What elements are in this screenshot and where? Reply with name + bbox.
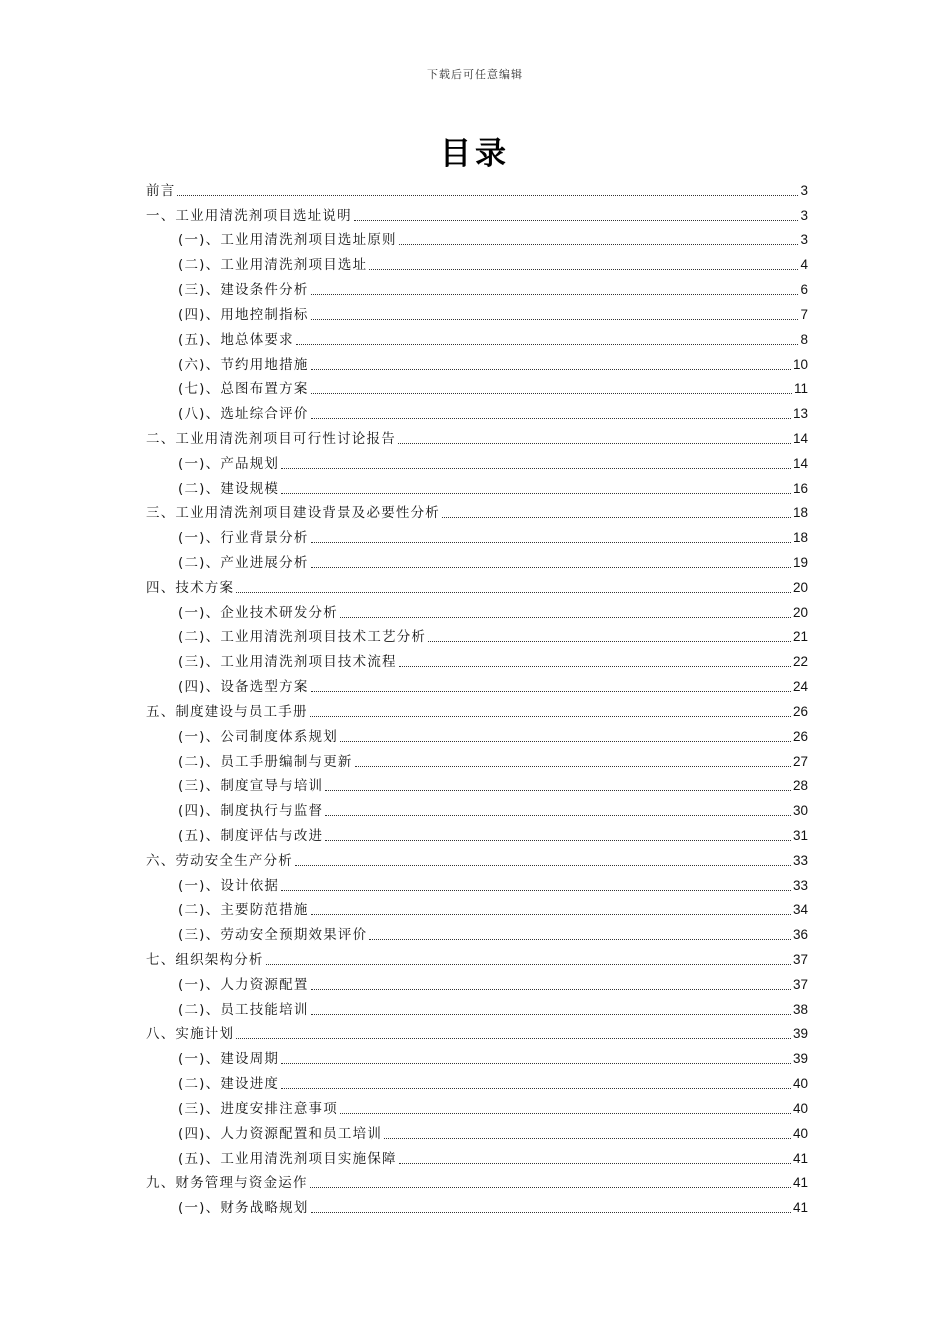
toc-entry-page-number: 27 (792, 753, 808, 769)
toc-entry-label: (一)、人力资源配置 (178, 976, 309, 993)
toc-entry-page-number: 33 (792, 852, 808, 868)
toc-entry-page-number: 20 (792, 579, 808, 595)
toc-entry-label: (二)、建设进度 (178, 1076, 280, 1093)
toc-dot-leader (311, 542, 791, 543)
toc-entry-page-number: 20 (792, 604, 808, 620)
toc-entry[interactable] (146, 746, 808, 771)
toc-entry-page-number: 4 (800, 257, 808, 273)
toc-entry-page-number: 37 (792, 952, 808, 967)
toc-entry[interactable] (146, 349, 808, 374)
toc-entry-page-number: 3 (800, 182, 808, 198)
toc-dot-leader (281, 493, 791, 494)
toc-entry[interactable] (146, 498, 808, 523)
toc-entry[interactable] (146, 249, 808, 274)
toc-entry-page-number: 40 (792, 1076, 808, 1092)
toc-entry[interactable] (146, 572, 808, 597)
toc-entry-page-number: 6 (800, 282, 808, 298)
toc-entry-page-number: 22 (792, 654, 808, 670)
toc-dot-leader (311, 319, 799, 320)
toc-entry-page-number: 41 (792, 1200, 808, 1216)
toc-entry-label: (一)、产品规划 (178, 455, 280, 472)
toc-entry-label: (三)、建设条件分析 (178, 282, 309, 299)
toc-entry[interactable] (146, 1068, 808, 1093)
toc-entry-label: (三)、进度安排注意事项 (178, 1100, 338, 1117)
toc-dot-leader (311, 691, 791, 692)
toc-entry-page-number: 28 (792, 778, 808, 794)
toc-entry-label: (二)、员工技能培训 (178, 1001, 309, 1018)
page-header: 下载后可任意编辑 (427, 68, 523, 81)
toc-entry[interactable] (146, 1168, 808, 1193)
toc-entry-page-number: 40 (792, 1100, 808, 1116)
toc-entry-label: 五、制度建设与员工手册 (146, 703, 308, 720)
toc-entry[interactable] (146, 795, 808, 820)
toc-dot-leader (281, 1063, 791, 1064)
toc-entry-label: (二)、工业用清洗剂项目技术工艺分析 (178, 629, 427, 646)
toc-entry-page-number: 37 (792, 976, 808, 992)
toc-entry[interactable] (146, 622, 808, 647)
toc-entry-label: 九、财务管理与资金运作 (146, 1175, 308, 1192)
toc-entry-page-number: 18 (792, 505, 808, 521)
toc-dot-leader (369, 269, 798, 270)
toc-title: 目录 (440, 136, 510, 172)
toc-entry-label: (一)、财务战略规划 (178, 1200, 309, 1217)
toc-entry[interactable] (146, 324, 808, 349)
toc-dot-leader (311, 369, 791, 370)
toc-entry-label: (二)、员工手册编制与更新 (178, 753, 353, 770)
toc-entry-page-number: 16 (792, 480, 808, 496)
toc-entry-label: 八、实施计划 (146, 1026, 235, 1043)
toc-entry-label: 四、技术方案 (146, 579, 235, 596)
toc-entry-label: (一)、工业用清洗剂项目选址原则 (178, 232, 397, 249)
toc-entry-page-number: 21 (792, 629, 808, 645)
toc-dot-leader (281, 468, 791, 469)
toc-entry-page-number: 18 (792, 530, 808, 546)
toc-dot-leader (310, 716, 791, 717)
toc-entry-page-number: 39 (792, 1051, 808, 1067)
toc-entry-label: (四)、制度执行与监督 (178, 803, 324, 820)
toc-entry-page-number: 26 (792, 728, 808, 744)
toc-entry[interactable] (146, 895, 808, 920)
toc-entry[interactable] (146, 1043, 808, 1068)
toc-entry[interactable] (146, 696, 808, 721)
toc-dot-leader (399, 1163, 791, 1164)
toc-entry-label: (一)、行业背景分析 (178, 530, 309, 547)
toc-dot-leader (340, 1113, 791, 1114)
toc-entry-page-number: 39 (792, 1026, 808, 1042)
toc-entry[interactable] (146, 820, 808, 845)
toc-entry[interactable] (146, 274, 808, 299)
toc-entry-label: (五)、地总体要求 (178, 331, 294, 348)
toc-entry[interactable] (146, 771, 808, 796)
toc-dot-leader (340, 741, 791, 742)
toc-entry[interactable] (146, 200, 808, 225)
toc-entry-page-number: 41 (792, 1175, 808, 1191)
toc-entry-page-number: 31 (792, 827, 808, 843)
toc-entry[interactable] (146, 969, 808, 994)
toc-entry[interactable] (146, 374, 808, 399)
toc-entry-page-number: 14 (792, 430, 808, 446)
toc-dot-leader (369, 939, 791, 940)
toc-dot-leader (311, 567, 791, 568)
toc-dot-leader (296, 344, 799, 345)
toc-entry[interactable] (146, 473, 808, 498)
toc-entry-label: (二)、产业进展分析 (178, 555, 309, 571)
toc-entry-page-number: 26 (792, 703, 808, 719)
toc-entry-page-number: 11 (793, 381, 808, 397)
toc-entry[interactable] (146, 994, 808, 1019)
toc-entry-label: 六、劳动安全生产分析 (146, 852, 293, 869)
toc-entry[interactable] (146, 175, 808, 200)
toc-dot-leader (384, 1138, 791, 1139)
toc-dot-leader (236, 592, 791, 593)
toc-entry[interactable] (146, 721, 808, 746)
toc-entry[interactable] (146, 671, 808, 696)
toc-entry[interactable] (146, 448, 808, 473)
toc-entry-page-number: 3 (800, 207, 808, 223)
toc-entry-label: (三)、劳动安全预期效果评价 (178, 927, 368, 944)
toc-entry[interactable] (146, 597, 808, 622)
toc-entry-label: 七、组织架构分析 (146, 952, 264, 968)
toc-entry-label: (二)、工业用清洗剂项目选址 (178, 257, 368, 274)
toc-entry-label: (四)、用地控制指标 (178, 306, 309, 323)
toc-entry[interactable] (146, 845, 808, 870)
toc-entry-label: (五)、制度评估与改进 (178, 827, 324, 844)
toc-dot-leader (311, 393, 792, 394)
toc-entry-page-number: 40 (792, 1125, 808, 1141)
toc-entry-page-number: 38 (792, 1001, 808, 1017)
toc-dot-leader (311, 418, 791, 419)
toc-entry-label: (一)、设计依据 (178, 877, 280, 894)
toc-dot-leader (311, 294, 799, 295)
toc-dot-leader (325, 840, 791, 841)
toc-dot-leader (310, 1187, 791, 1188)
toc-dot-leader (311, 989, 791, 990)
toc-entry[interactable] (146, 398, 808, 423)
toc-dot-leader (399, 666, 791, 667)
toc-entry[interactable] (146, 547, 808, 572)
toc-dot-leader (399, 244, 799, 245)
toc-entry-label: (八)、选址综合评价 (178, 406, 309, 423)
toc-entry[interactable] (146, 299, 808, 324)
toc-dot-leader (266, 964, 791, 965)
toc-dot-leader (442, 517, 791, 518)
toc-entry-page-number: 36 (792, 927, 808, 943)
toc-entry[interactable] (146, 1019, 808, 1044)
toc-entry[interactable] (146, 225, 808, 250)
toc-entry-label: (六)、节约用地措施 (178, 356, 309, 373)
toc-entry-page-number: 7 (800, 306, 808, 322)
toc-entry-label: (三)、制度宣导与培训 (178, 778, 324, 795)
toc-dot-leader (311, 1212, 791, 1213)
toc-entry-page-number: 24 (792, 679, 808, 695)
toc-entry-page-number: 41 (792, 1150, 808, 1166)
toc-dot-leader (354, 220, 799, 221)
toc-dot-leader (311, 1014, 791, 1015)
toc-entry[interactable] (146, 646, 808, 671)
toc-dot-leader (281, 1088, 791, 1089)
toc-entry-page-number: 13 (792, 406, 808, 422)
toc-dot-leader (177, 195, 798, 196)
table-of-contents (146, 175, 808, 1217)
toc-dot-leader (340, 617, 791, 618)
toc-dot-leader (398, 443, 791, 444)
toc-entry-label: (四)、人力资源配置和员工培训 (178, 1125, 383, 1142)
toc-entry-label: 三、工业用清洗剂项目建设背景及必要性分析 (146, 505, 440, 522)
toc-dot-leader (325, 815, 791, 816)
toc-entry-page-number: 3 (800, 232, 808, 248)
toc-entry-label: (二)、建设规模 (178, 480, 280, 497)
toc-entry-page-number: 34 (792, 902, 808, 918)
toc-entry-label: (七)、总图布置方案 (178, 381, 309, 398)
toc-entry-page-number: 33 (792, 877, 808, 893)
toc-entry[interactable] (146, 944, 808, 969)
toc-dot-leader (428, 641, 791, 642)
toc-dot-leader (311, 914, 791, 915)
toc-entry[interactable] (146, 1118, 808, 1143)
toc-entry-label: (二)、主要防范措施 (178, 902, 309, 919)
toc-entry-label: (一)、建设周期 (178, 1051, 280, 1068)
toc-dot-leader (295, 865, 791, 866)
toc-entry[interactable] (146, 1192, 808, 1217)
toc-dot-leader (325, 790, 791, 791)
toc-dot-leader (355, 766, 791, 767)
toc-entry-label: (一)、企业技术研发分析 (178, 604, 338, 621)
toc-entry[interactable] (146, 870, 808, 895)
toc-entry-label: (三)、工业用清洗剂项目技术流程 (178, 654, 397, 671)
toc-entry-label: 一、工业用清洗剂项目选址说明 (146, 207, 352, 224)
toc-entry-label: 二、工业用清洗剂项目可行性讨论报告 (146, 430, 396, 447)
toc-entry-label: (五)、工业用清洗剂项目实施保障 (178, 1150, 397, 1167)
toc-entry[interactable] (146, 423, 808, 448)
toc-entry-label: 前言 (146, 182, 176, 199)
toc-entry[interactable] (146, 522, 808, 547)
toc-entry-page-number: 8 (800, 331, 808, 347)
toc-dot-leader (281, 890, 791, 891)
toc-entry-label: (四)、设备选型方案 (178, 679, 309, 696)
toc-entry[interactable] (146, 919, 808, 944)
toc-entry-page-number: 10 (792, 356, 808, 372)
toc-entry-page-number: 14 (792, 455, 808, 471)
toc-entry-page-number: 19 (792, 555, 808, 570)
toc-entry-page-number: 30 (792, 803, 808, 819)
toc-entry[interactable] (146, 1143, 808, 1168)
toc-entry-label: (一)、公司制度体系规划 (178, 728, 338, 745)
toc-entry[interactable] (146, 1093, 808, 1118)
toc-dot-leader (236, 1038, 791, 1039)
